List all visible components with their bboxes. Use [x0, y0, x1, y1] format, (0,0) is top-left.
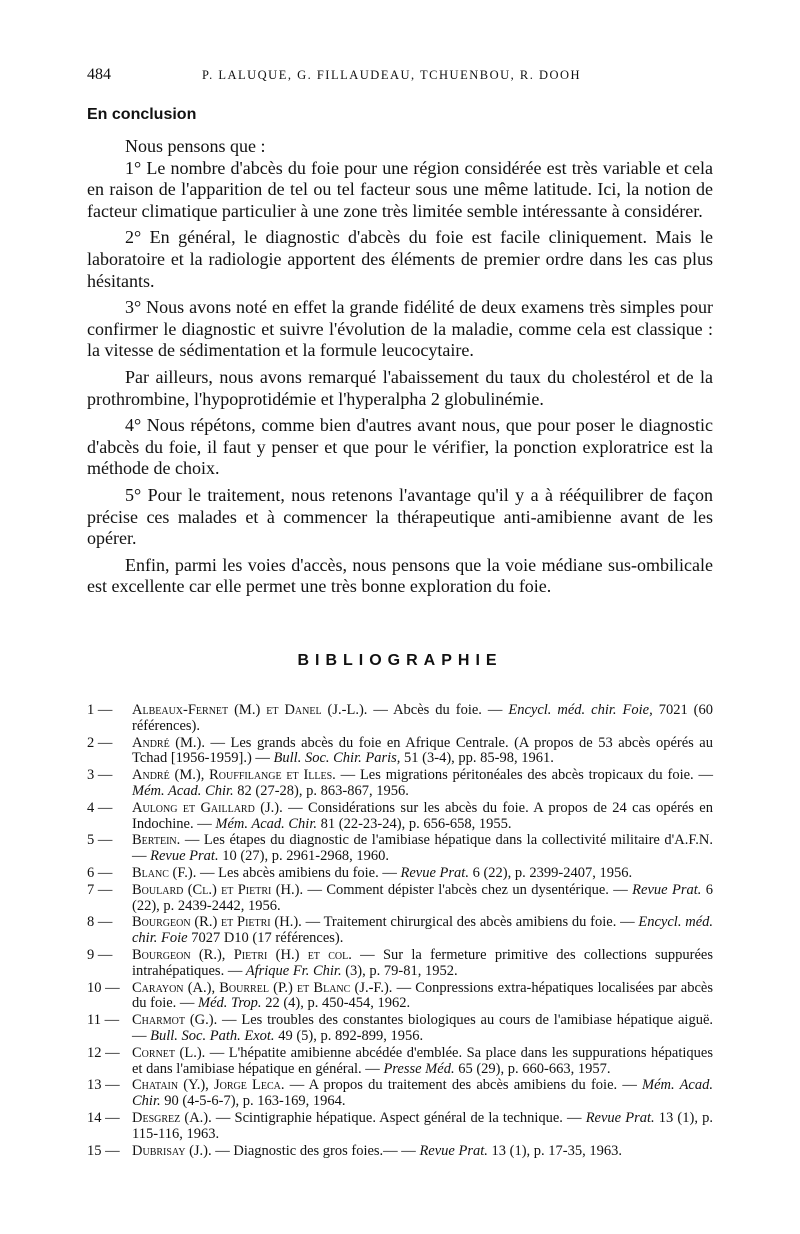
- reference-number: 2 —: [87, 734, 113, 751]
- reference-title: — Les troubles des constantes biologiques au cours de l'amibiase hépatique aiguë. —: [132, 1012, 714, 1044]
- reference-item: [87, 915, 713, 947]
- reference-authors: Bourgeon (R.), Pietri (H.) et col.: [132, 946, 352, 963]
- conclusion-paragraph: 1° Le nombre d'abcès du foie pour une région considérée est très variable et cela en raison de l'apparition de tel ou tel facteur sous une même latitude. Ici, la notion de facteur climatique particulier à une zone très limitée semble intéressante à considérer.: [87, 157, 713, 221]
- reference-title: — Les étapes du diagnostic de l'amibiase hépatique dans la collectivité militaire d'A.F.N. —: [132, 832, 713, 865]
- reference-details: (3), p. 79-81, 1952.: [341, 962, 458, 979]
- conclusion-intro: Nous pensons que :: [125, 136, 266, 156]
- reference-source: Presse Méd.: [379, 1060, 455, 1077]
- reference-item: [87, 883, 713, 915]
- reference-details: 7027 D10 (17 références).: [187, 930, 344, 947]
- reference-source: Revue Prat.: [581, 1109, 655, 1126]
- conclusion-paragraph: Enfin, parmi les voies d'accès, nous pensons que la voie médiane sus-ombilicale est excellente car elle permet une très bonne exploration du foie.: [87, 554, 713, 597]
- reference-item: [87, 1078, 713, 1110]
- reference-source: Mém. Acad. Chir.: [132, 782, 234, 799]
- reference-details: 6 (22), p. 2399-2407, 1956.: [468, 864, 633, 881]
- reference-source: Afrique Fr. Chir.: [242, 962, 342, 979]
- conclusion-paragraph: 3° Nous avons noté en effet la grande fidélité de deux examens très simples pour confirmer le diagnostic et suivre l'évolution de la maladie, comme cela est classique : la vitesse de sédimentation et la formule leucocytaire.: [87, 297, 713, 361]
- reference-title: — Diagnostic des gros foies.— —: [211, 1142, 416, 1159]
- reference-item: [87, 948, 713, 980]
- section-title: En conclusion: [87, 106, 197, 123]
- reference-details: 13 (1), p. 115-116, 1963.: [132, 1109, 713, 1142]
- reference-title: — A propos du traitement des abcès amibiens du foie. —: [284, 1077, 637, 1094]
- reference-number: 9 —: [87, 946, 113, 963]
- reference-source: Bull. Soc. Chir. Paris,: [269, 750, 401, 767]
- reference-source: Encycl. méd. chir. Foie: [132, 914, 714, 947]
- reference-authors: Desgrez (A.).: [132, 1109, 212, 1126]
- reference-details: 82 (27-28), p. 863-867, 1956.: [233, 782, 409, 799]
- reference-number: 14 —: [87, 1109, 120, 1126]
- reference-item: [87, 801, 713, 833]
- reference-authors: Albeaux-Fernet (M.) et Danel (J.-L.).: [132, 702, 368, 718]
- reference-authors: Carayon (A.), Bourrel (P.) et Blanc (J.-F.).: [132, 979, 393, 996]
- reference-title: — Abcès du foie. —: [367, 702, 503, 718]
- reference-details: 90 (4-5-6-7), p. 163-169, 1964.: [160, 1093, 346, 1110]
- reference-source: Revue Prat.: [146, 848, 219, 865]
- reference-title: — Les migrations péritonéales des abcès tropicaux du foie. —: [335, 767, 713, 784]
- reference-source: Encycl. méd. chir. Foie,: [502, 702, 653, 718]
- reference-details: 65 (29), p. 660-663, 1957.: [454, 1060, 611, 1077]
- reference-details: 51 (3-4), pp. 85-98, 1961.: [400, 750, 554, 767]
- reference-number: 4 —: [87, 799, 113, 816]
- reference-title: — Traitement chirurgical des abcès amibiens du foie. —: [301, 914, 635, 931]
- running-header: [87, 66, 713, 88]
- reference-number: 7 —: [87, 881, 113, 898]
- reference-item: [87, 981, 713, 1013]
- conclusion-paragraph: 5° Pour le traitement, nous retenons l'avantage qu'il y a à rééquilibrer de façon précise ces malades et à commencer la thérapeutique anti-amibienne avant de les opérer.: [87, 484, 713, 549]
- reference-source: Revue Prat.: [627, 881, 702, 898]
- conclusion-body: [87, 136, 713, 598]
- reference-item: [87, 768, 713, 800]
- reference-source: Méd. Trop.: [194, 995, 262, 1012]
- reference-title: — Scintigraphie hépatique. Aspect général de la technique. —: [211, 1109, 582, 1126]
- reference-source: Mém. Acad. Chir.: [211, 815, 317, 832]
- reference-number: 11 —: [87, 1012, 120, 1029]
- page-number: 484: [87, 66, 111, 83]
- reference-details: 49 (5), p. 892-899, 1956.: [274, 1027, 424, 1044]
- reference-title: — Comment dépister l'abcès chez un dysentérique. —: [303, 881, 628, 898]
- reference-authors: Bourgeon (R.) et Pietri (H.).: [132, 914, 302, 931]
- reference-source: Bull. Soc. Path. Exot.: [146, 1027, 275, 1044]
- reference-item: [87, 1046, 713, 1078]
- reference-details: 22 (4), p. 450-454, 1962.: [261, 995, 411, 1012]
- conclusion-paragraph: Par ailleurs, nous avons remarqué l'abaissement du taux du cholestérol et de la prothrombine, l'hypoprotidémie et l'hyperalpha 2 globulinémie.: [87, 366, 713, 409]
- reference-details: 6 (22), p. 2439-2442, 1956.: [132, 881, 714, 914]
- reference-source: Revue Prat.: [396, 864, 469, 881]
- reference-number: 13 —: [87, 1077, 120, 1094]
- reference-authors: André (M.), Rouffilange et Illes.: [132, 767, 336, 784]
- reference-number: 10 —: [87, 979, 120, 996]
- reference-authors: Bertein.: [132, 832, 181, 849]
- reference-item: [87, 1013, 713, 1045]
- reference-number: 3 —: [87, 767, 113, 784]
- reference-authors: Dubrisay (J.).: [132, 1142, 212, 1159]
- reference-details: 7021 (60 références).: [132, 702, 713, 734]
- reference-number: 15 —: [87, 1142, 120, 1159]
- reference-title: — Sur la fermeture primitive des collections suppurées intrahépatiques. —: [132, 946, 714, 979]
- reference-number: 12 —: [87, 1044, 120, 1061]
- reference-item: [87, 1111, 713, 1143]
- reference-title: — L'hépatite amibienne abcédée d'emblée. Sa place dans les suppurations hépatiques et dans l'amibiase hépatique en général. —: [132, 1044, 713, 1077]
- reference-authors: André (M.).: [132, 734, 205, 751]
- reference-authors: Blanc (F.).: [132, 864, 197, 881]
- reference-number: 5 —: [87, 832, 113, 849]
- reference-number: 8 —: [87, 914, 113, 931]
- reference-authors: Boulard (Cl.) et Pietri (H.).: [132, 881, 304, 898]
- running-header-authors: P. LALUQUE, G. FILLAUDEAU, TCHUENBOU, R. DOOH: [202, 68, 582, 82]
- reference-item: [87, 736, 713, 768]
- reference-number: 6 —: [87, 864, 113, 881]
- reference-title: — Les abcès amibiens du foie. —: [196, 864, 397, 881]
- reference-details: 13 (1), p. 17-35, 1963.: [487, 1142, 623, 1159]
- reference-item: [87, 703, 713, 735]
- reference-details: 10 (27), p. 2961-2968, 1960.: [218, 848, 389, 865]
- reference-item: [87, 1144, 713, 1160]
- reference-authors: Cornet (L.).: [132, 1044, 206, 1061]
- reference-details: 81 (22-23-24), p. 656-658, 1955.: [317, 815, 512, 832]
- reference-title: — Les grands abcès du foie en Afrique Centrale. (A propos de 53 abcès opérés au Tchad [1956-1959].) —: [132, 734, 713, 767]
- reference-title: — Conpressions extra-hépatiques localisées par abcès du foie. —: [132, 979, 713, 1012]
- bibliography-title: BIBLIOGRAPHIE: [297, 652, 503, 669]
- reference-list: [87, 703, 713, 1160]
- reference-authors: Chatain (Y.), Jorge Leca.: [132, 1077, 285, 1094]
- reference-authors: Charmot (G.).: [132, 1012, 218, 1029]
- reference-authors: Aulong et Gaillard (J.).: [132, 799, 283, 816]
- reference-item: [87, 833, 713, 865]
- reference-item: [87, 866, 713, 882]
- reference-source: Mém. Acad. Chir.: [132, 1077, 713, 1110]
- conclusion-paragraph: 2° En général, le diagnostic d'abcès du foie est facile cliniquement. Mais le laboratoire et la radiologie apportent des éléments de premier ordre dans les cas plus hésitants.: [87, 227, 713, 291]
- reference-source: Revue Prat.: [415, 1142, 488, 1159]
- reference-title: — Considérations sur les abcès du foie. A propos de 24 cas opérés en Indochine. —: [132, 799, 713, 832]
- conclusion-paragraph: 4° Nous répétons, comme bien d'autres avant nous, que pour poser le diagnostic d'abcès du foie, il faut y penser et que pour le vérifier, la ponction exploratrice est la méthode de choix.: [87, 415, 713, 479]
- reference-number: 1 —: [87, 702, 113, 718]
